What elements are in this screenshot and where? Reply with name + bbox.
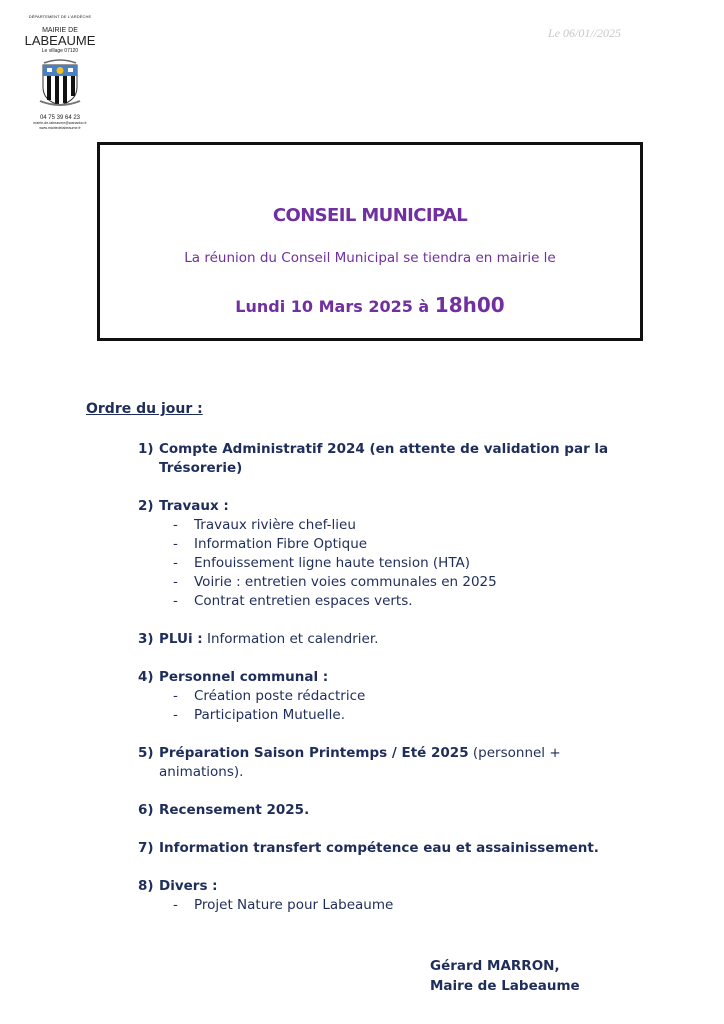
phone-number: 04 75 39 64 23 bbox=[39, 115, 81, 121]
agenda-item-heading: Information transfert compétence eau et assainissement. bbox=[159, 840, 599, 856]
agenda-item-number: 8) bbox=[138, 878, 154, 894]
agenda-item bbox=[86, 630, 646, 649]
department-label: DÉPARTEMENT DE L'ARDÈCHE bbox=[28, 14, 92, 19]
agenda-subitem-text: Information Fibre Optique bbox=[194, 536, 368, 552]
agenda-subitem bbox=[159, 592, 646, 611]
agenda-item-text bbox=[159, 497, 646, 516]
town-name: LABEAUME bbox=[24, 33, 96, 48]
dash-bullet: - bbox=[173, 897, 178, 913]
meeting-date bbox=[100, 293, 640, 317]
document-date: Le 06/01//2025 bbox=[548, 26, 622, 40]
agenda-item-heading: Travaux : bbox=[159, 498, 229, 514]
signature bbox=[430, 956, 580, 996]
agenda-title: Ordre du jour : bbox=[86, 401, 203, 417]
agenda-subitem bbox=[159, 554, 646, 573]
village-address: Le village 07120 bbox=[41, 48, 79, 54]
agenda-item-detail: (personnel + animations). bbox=[159, 745, 561, 780]
agenda-item-number: 6) bbox=[138, 802, 154, 818]
agenda-subitem-text: Participation Mutuelle. bbox=[194, 707, 346, 723]
agenda-item bbox=[86, 440, 646, 478]
agenda-subitems bbox=[159, 896, 646, 915]
agenda-subitem bbox=[159, 706, 646, 725]
agenda-subitem-text: Création poste rédactrice bbox=[194, 688, 366, 704]
dash-bullet: - bbox=[173, 593, 178, 609]
dash-bullet: - bbox=[173, 574, 178, 590]
dash-bullet: - bbox=[173, 555, 178, 571]
agenda-item bbox=[86, 877, 646, 915]
agenda-subitem-text: Projet Nature pour Labeaume bbox=[194, 897, 394, 913]
agenda-item-text bbox=[159, 668, 646, 687]
signatory-role: Maire de Labeaume bbox=[430, 978, 580, 994]
agenda-item-heading: Divers : bbox=[159, 878, 218, 894]
notice-subtitle: La réunion du Conseil Municipal se tiendra en mairie le bbox=[184, 250, 556, 266]
agenda-subitem-text: Contrat entretien espaces verts. bbox=[194, 593, 413, 609]
email-address: mairie-de-labeaume@wanadoo.fr bbox=[33, 121, 87, 125]
agenda-subitems bbox=[159, 687, 646, 725]
coat-of-arms-icon bbox=[38, 57, 82, 109]
website: www.mairiedelabeaume.fr bbox=[39, 126, 81, 130]
agenda bbox=[86, 401, 646, 934]
agenda-subitems bbox=[159, 516, 646, 611]
agenda-item-text bbox=[159, 744, 646, 782]
meeting-time: 18h00 bbox=[434, 293, 505, 317]
agenda-subitem bbox=[159, 573, 646, 592]
agenda-item bbox=[86, 801, 646, 820]
mairie-label: MAIRIE DE bbox=[42, 27, 78, 34]
letterhead bbox=[18, 14, 102, 131]
agenda-items bbox=[86, 440, 646, 915]
agenda-item-text bbox=[159, 630, 646, 649]
meeting-date-text: Lundi 10 Mars 2025 à bbox=[235, 297, 435, 316]
agenda-item-heading: Recensement 2025. bbox=[159, 802, 310, 818]
signatory-name: Gérard MARRON, bbox=[430, 958, 560, 974]
agenda-item-heading: Compte Administratif 2024 (en attente de validation par la Trésorerie) bbox=[159, 441, 609, 476]
agenda-subitem-text: Travaux rivière chef-lieu bbox=[194, 517, 356, 533]
agenda-item bbox=[86, 744, 646, 782]
agenda-item-number: 1) bbox=[138, 441, 154, 457]
agenda-subitem bbox=[159, 896, 646, 915]
agenda-item-detail: Information et calendrier. bbox=[202, 631, 379, 647]
agenda-item-number: 5) bbox=[138, 745, 154, 761]
agenda-item-text bbox=[159, 877, 646, 896]
agenda-subitem bbox=[159, 535, 646, 554]
agenda-subitem bbox=[159, 687, 646, 706]
dash-bullet: - bbox=[173, 707, 178, 723]
agenda-item-heading: PLUi : bbox=[159, 631, 203, 647]
agenda-subitem bbox=[159, 516, 646, 535]
dash-bullet: - bbox=[173, 688, 178, 704]
agenda-item-number: 2) bbox=[138, 498, 154, 514]
agenda-item-heading: Préparation Saison Printemps / Eté 2025 bbox=[159, 745, 469, 761]
agenda-item-text bbox=[159, 801, 646, 820]
notice-title: CONSEIL MUNICIPAL bbox=[272, 205, 468, 226]
agenda-item-number: 3) bbox=[138, 631, 154, 647]
agenda-subitem-text: Enfouissement ligne haute tension (HTA) bbox=[194, 555, 471, 571]
agenda-item-number: 7) bbox=[138, 840, 154, 856]
agenda-item-number: 4) bbox=[138, 669, 154, 685]
agenda-item bbox=[86, 668, 646, 725]
agenda-item-text bbox=[159, 839, 646, 858]
dash-bullet: - bbox=[173, 517, 178, 533]
agenda-item-heading: Personnel communal : bbox=[159, 669, 329, 685]
notice-box bbox=[97, 142, 643, 341]
dash-bullet: - bbox=[173, 536, 178, 552]
agenda-item bbox=[86, 839, 646, 858]
agenda-subitem-text: Voirie : entretien voies communales en 2025 bbox=[194, 574, 497, 590]
agenda-item-text bbox=[159, 440, 646, 478]
agenda-item bbox=[86, 497, 646, 611]
